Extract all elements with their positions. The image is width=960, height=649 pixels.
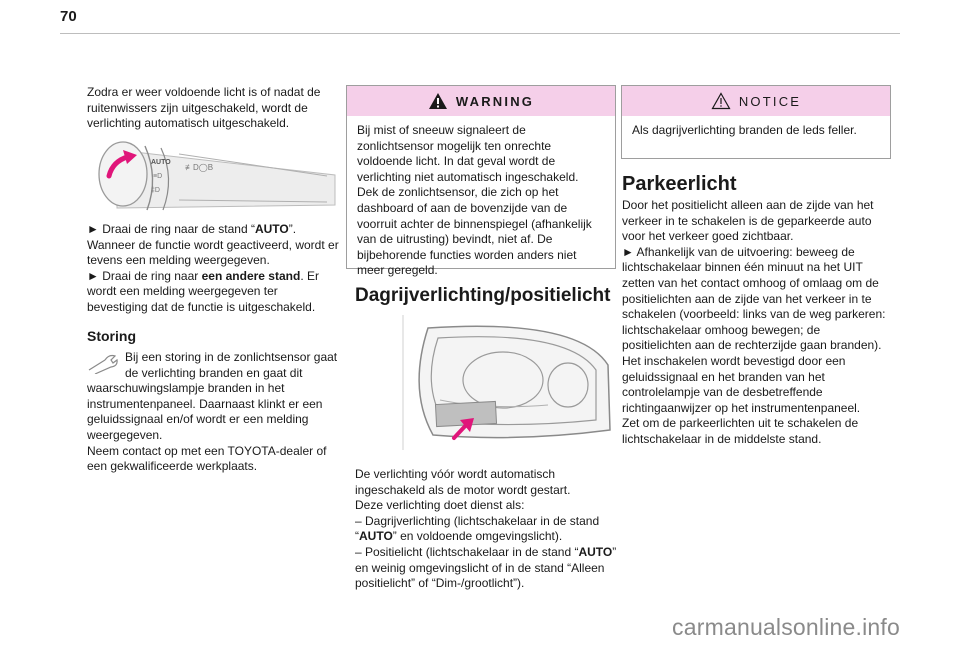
wrench-icon bbox=[87, 350, 121, 374]
storing-paragraph: Bij een storing in de zonlichtsensor gaat de verlichting branden en gaat dit waarschuwingslampje branden in het instrumentenpaneel. Daarnaast klinkt er een geluidssignaal en/of wordt er een melding weergegeven. Neem contact op met een TOYOTA-dealer of een gekwalificeerde werkplaats. bbox=[87, 350, 338, 474]
notice-text: Als dagrijverlichting branden de leds feller. bbox=[632, 123, 857, 137]
headlight-illustration bbox=[398, 310, 620, 455]
warning-header bbox=[347, 86, 615, 116]
warning-box: WARNING Bij mist of sneeuw signaleert de zonlichtsensor mogelijk ten onrechte voldoende licht. In dat geval wordt de verlichting niet automatisch ingeschakeld. Dek de zonlichtsensor, die zich op het dashboard of aan de bovenzijde van de voorruit achter de binnenspiegel (afhankelijk van de uitrusting) bevindt, niet af. De bijbehorende functies worden anders niet meer geregeld. bbox=[346, 85, 616, 269]
light-switch-illustration bbox=[95, 140, 343, 212]
notice-label: NOTICE bbox=[738, 93, 802, 109]
drl-heading: Dagrijverlichting/positielicht bbox=[355, 285, 611, 306]
warning-icon bbox=[428, 92, 448, 110]
notice-icon bbox=[711, 92, 731, 110]
svg-text:≡D: ≡D bbox=[153, 173, 163, 180]
svg-text:‡D: ‡D bbox=[151, 187, 160, 194]
auto-label: AUTO bbox=[151, 159, 171, 166]
storing-heading: Storing bbox=[87, 328, 136, 344]
parkeerlicht-text: Door het positielicht alleen aan de zijde van het verkeer in te schakelen is de geparkeerde auto voor het verkeer goed zichtbaar. ► Afhankelijk van de uitvoering: beweeg de lichtschakelaar binnen één minuut na het UIT zetten van het contact omhoog of omlaag om de positielichten aan de zijde van het verkeer in te schakelen (voorbeeld: links van de weg parkeren: lichtschakelaar omhoog bewegen; de positielichten aan de rechterzijde gaan branden). Het inschakelen wordt bevestigd door een geluidssignaal en het branden van het controlelampje van de desbetreffende richtingaanwijzer op het instrumentenpaneel. Zet om de parkeerlichten uit te schakelen de lichtschakelaar in de middelste stand. bbox=[622, 198, 886, 446]
notice-box bbox=[621, 85, 891, 159]
warning-label: WARNING bbox=[455, 93, 535, 109]
notice-header bbox=[622, 86, 890, 116]
intro-paragraph: Zodra er weer voldoende licht is of nadat de ruitenwissers zijn uitgeschakeld, wordt de verlichting automatisch uitgeschakeld. bbox=[87, 85, 321, 131]
steps-paragraph: ► Draai de ring naar de stand “AUTO”. Wanneer de functie wordt geactiveerd, wordt er tevens een melding weergegeven. ► Draai de ring naar een andere stand. Er wordt een melding weergegeven ter bevestiging dat de functie is uitgeschakeld. bbox=[87, 222, 339, 314]
header-rule bbox=[60, 33, 900, 34]
svg-text:≢D◯B: ≢D◯B bbox=[185, 163, 214, 172]
parkeerlicht-heading: Parkeerlicht bbox=[622, 173, 737, 195]
drl-text: De verlichting vóór wordt automatisch ingeschakeld als de motor wordt gestart. Deze verlichting doet dienst als: – Dagrijverlichting (lichtschakelaar in de stand “AUTO” en voldoende omgevingslicht). – Positielicht (lichtschakelaar in de stand “AUTO” en weinig omgevingslicht of in de stand “Alleen positielicht” of “Dim-/grootlicht”). bbox=[355, 467, 617, 591]
page-number: 70 bbox=[60, 8, 77, 25]
watermark: carmanualsonline.info bbox=[672, 614, 900, 640]
